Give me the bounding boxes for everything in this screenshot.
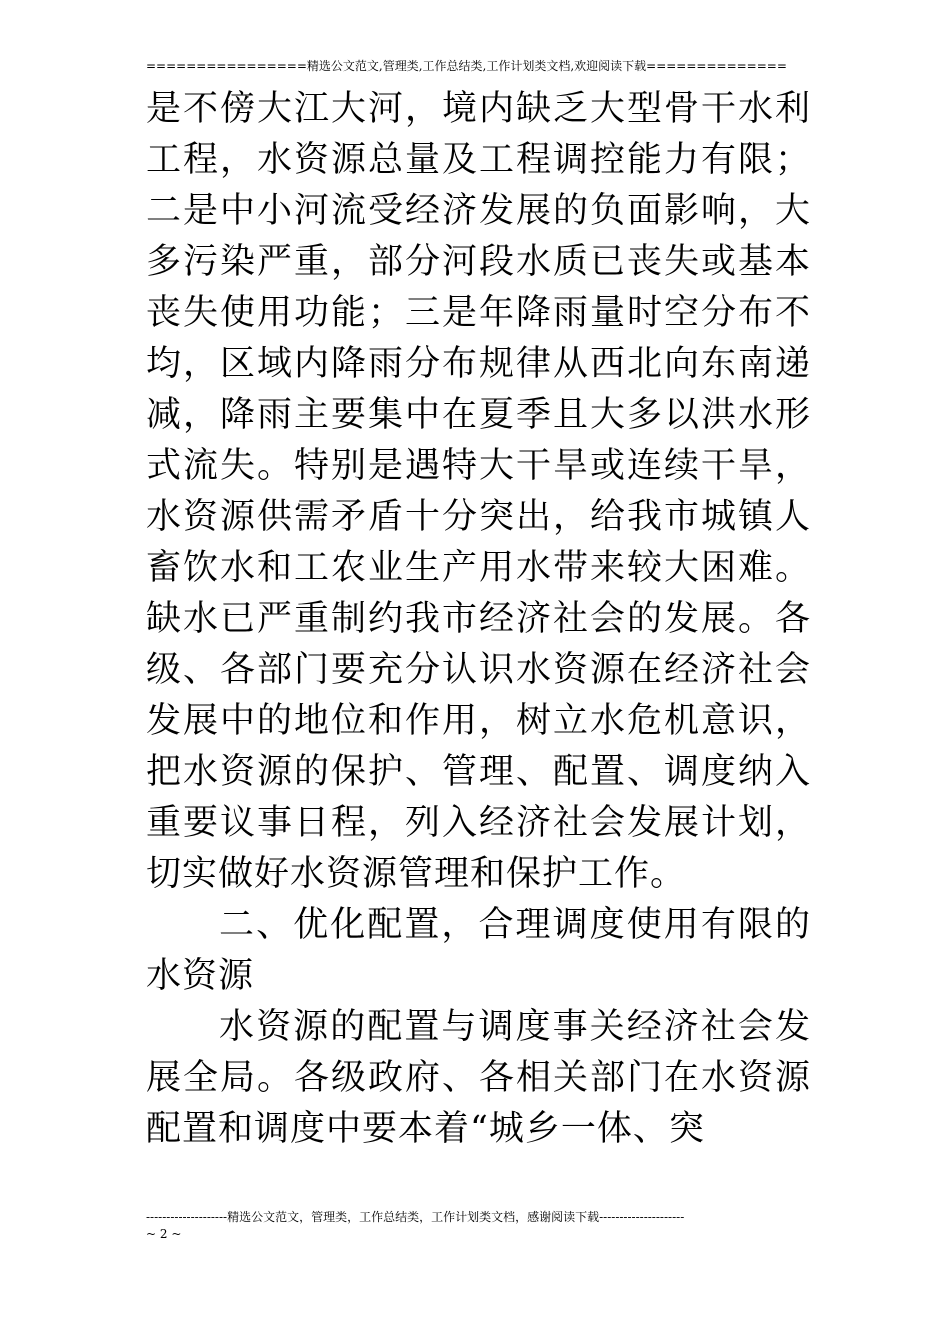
body-paragraph: 是不傍大江大河，境内缺乏大型骨干水利工程，水资源总量及工程调控能力有限；二是中小河流受经济发展的负面影响，大多污染严重，部分河段水质已丧失或基本丧失使用功能；三是年降雨量时空分布不均，区域内降雨分布规律从西北向东南递减，降雨主要集中在夏季且大多以洪水形式流失。特别是遇特大干旱或连续干旱，水资源供需矛盾十分突出，给我市城镇人畜饮水和工农业生产用水带来较大困难。缺水已严重制约我市经济社会的发展。各级、各部门要充分认识水资源在经济社会发展中的地位和作用，树立水危机意识，把水资源的保护、管理、配置、调度纳入重要议事日程，列入经济社会发展计划，切实做好水资源管理和保护工作。 — [146, 89, 811, 894]
section-heading: 二、优化配置，合理调度使用有限的水资源 — [146, 905, 811, 996]
body-paragraph: 水资源的配置与调度事关经济社会发展全局。各级政府、各相关部门在水资源配置和调度中要本着“城乡一体、突 — [146, 1007, 811, 1149]
page-header: ================精选公文范文,管理类,工作总结类,工作计划类文档,欢迎阅读下载============== — [146, 59, 787, 73]
page-footer: --------------------精选公文范文，管理类，工作总结类，工作计划类文档，感谢阅读下载--------------------- — [146, 1210, 685, 1224]
page-number: ~ 2 ~ — [146, 1227, 182, 1241]
document-body — [146, 84, 811, 1155]
